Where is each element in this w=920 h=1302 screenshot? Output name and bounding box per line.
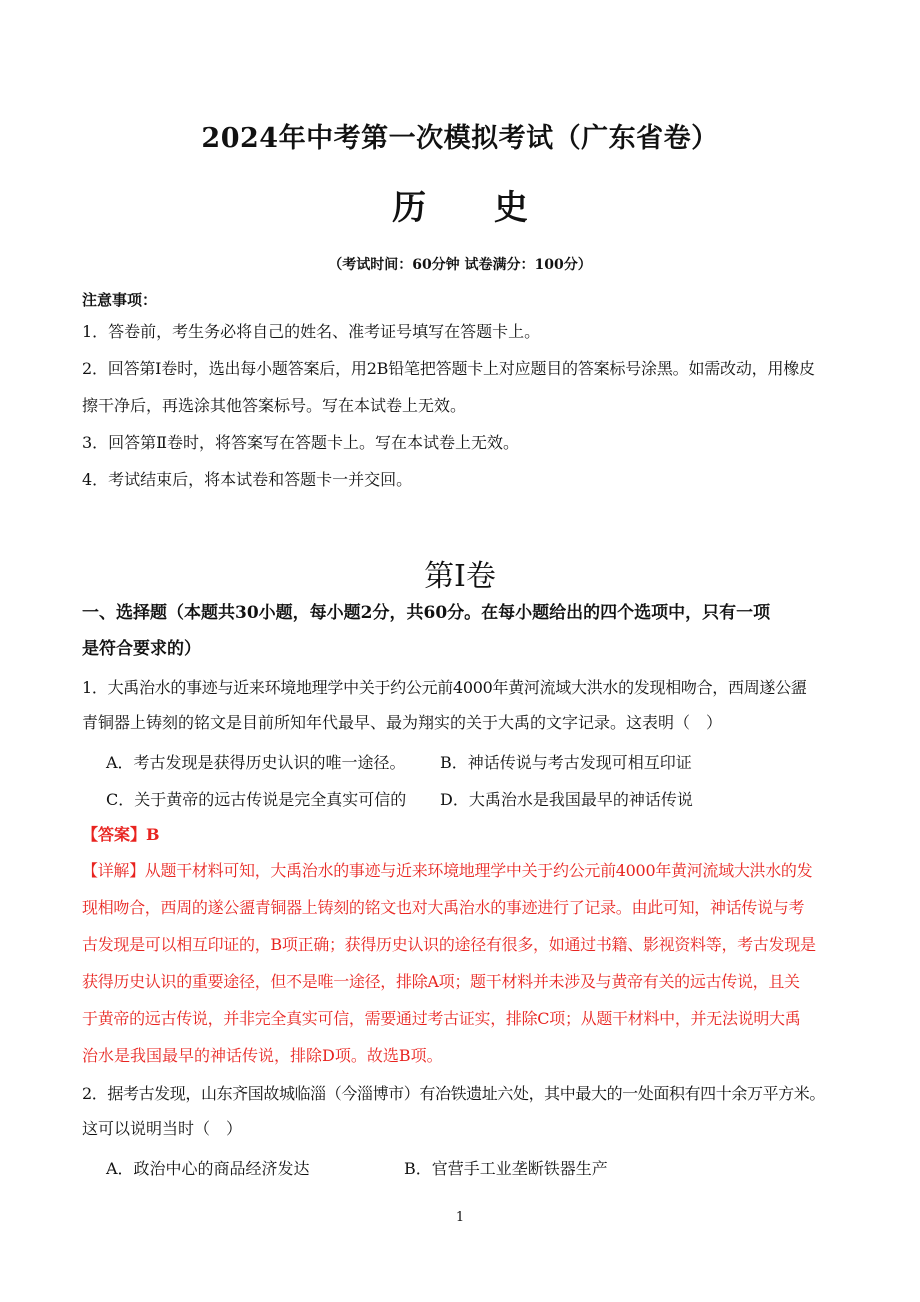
q1-option-b: B．神话传说与考古发现可相互印证 [440, 753, 692, 772]
q1-explanation-line-4: 获得历史认识的重要途径，但不是唯一途径，排除A项；题干材料并未涉及与黄帝有关的远古传说，且关 [82, 972, 800, 991]
q1-explanation-line-2: 现相吻合，西周的遂公盨青铜器上铸刻的铭文也对大禹治水的事迹进行了记录。由此可知，神话传说与考 [82, 898, 805, 917]
exam-title: 2024年中考第一次模拟考试（广东省卷） [201, 123, 719, 154]
subject-title: 历 史 [392, 188, 556, 228]
notice-heading: 注意事项： [82, 291, 158, 309]
q1-explanation-line-5: 于黄帝的远古传说，并非完全真实可信，需要通过考古证实，排除C项；从题干材料中，并无法说明大禹 [82, 1009, 801, 1028]
q2-option-a: A．政治中心的商品经济发达 [106, 1159, 310, 1178]
q2-stem-line-2: 这可以说明当时（ ） [82, 1119, 243, 1138]
notice-item-4: 4．考试结束后，将本试卷和答题卡一并交回。 [82, 470, 413, 489]
q1-stem-line-2: 青铜器上铸刻的铭文是目前所知年代最早、最为翔实的关于大禹的文字记录。这表明（ ） [82, 713, 723, 732]
section-title: 第Ⅰ卷 [424, 559, 496, 594]
q1-explanation-line-1: 【详解】从题干材料可知，大禹治水的事迹与近来环境地理学中关于约公元前4000年黄河流域大洪水的发 [82, 861, 813, 880]
q1-answer: 【答案】B [82, 825, 160, 844]
notice-item-2-line-1: 2．回答第Ⅰ卷时，选出每小题答案后，用2B铅笔把答题卡上对应题目的答案标号涂黑。如需改动，用橡皮 [82, 359, 815, 378]
q1-option-d: D．大禹治水是我国最早的神话传说 [440, 790, 693, 809]
page-number: 1 [455, 1210, 465, 1225]
exam-info: （考试时间：60分钟 试卷满分：100分） [328, 257, 592, 273]
q2-stem-line-1: 2．据考古发现，山东齐国故城临淄（今淄博市）有冶铁遗址六处，其中最大的一处面积有四十余万平方米。 [82, 1084, 825, 1103]
q1-stem-line-1: 1．大禹治水的事迹与近来环境地理学中关于约公元前4000年黄河流域大洪水的发现相吻合，西周遂公盨 [82, 678, 807, 697]
q1-explanation-line-6: 治水是我国最早的神话传说，排除D项。故选B项。 [82, 1046, 443, 1065]
q1-explanation-line-3: 古发现是可以相互印证的，B项正确；获得历史认识的途径有很多，如通过书籍、影视资料等，考古发现是 [82, 935, 816, 954]
q2-option-b: B．官营手工业垄断铁器生产 [404, 1159, 608, 1178]
section-instructions-line-2: 是符合要求的） [82, 639, 201, 659]
q1-option-c: C．关于黄帝的远古传说是完全真实可信的 [106, 790, 407, 809]
notice-item-1: 1．答卷前，考生务必将自己的姓名、准考证号填写在答题卡上。 [82, 322, 541, 341]
section-instructions-line-1: 一、选择题（本题共30小题，每小题2分，共60分。在每小题给出的四个选项中，只有一项 [82, 603, 771, 623]
notice-item-3: 3．回答第Ⅱ卷时，将答案写在答题卡上。写在本试卷上无效。 [82, 433, 520, 452]
q1-option-a: A．考古发现是获得历史认识的唯一途径。 [106, 753, 406, 772]
notice-item-2-line-2: 擦干净后，再选涂其他答案标号。写在本试卷上无效。 [82, 396, 467, 415]
